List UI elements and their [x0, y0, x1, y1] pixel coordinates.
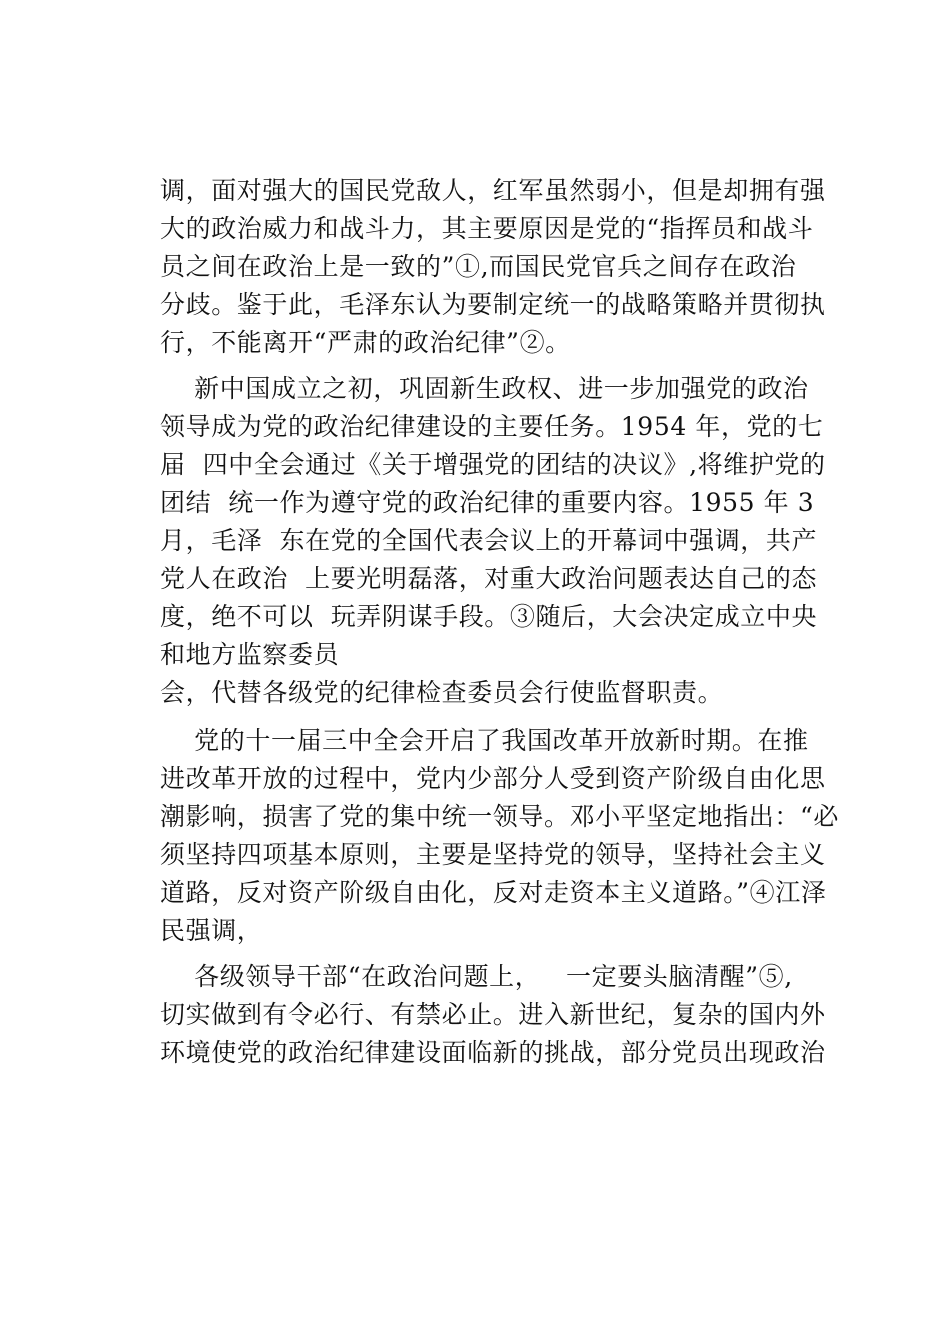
text-line: 分歧。鉴于此，毛泽东认为要制定统一的战略策略并贯彻执 [160, 290, 826, 319]
text-line: 员之间在政治上是一致的”①,而国民党官兵之间存在政治 [160, 252, 797, 281]
text-line: 新中国成立之初，巩固新生政权、进一步加强党的政治 [160, 374, 809, 403]
text-line: 党人在政治 上要光明磊落，对重大政治问题表达自己的态 [160, 564, 818, 593]
text-line: 调，面对强大的国民党敌人，红军虽然弱小，但是却拥有强 [160, 176, 826, 205]
text-line: 民强调， [160, 916, 263, 945]
text-line: 和地方监察委员 [160, 640, 340, 669]
text-line: 道路，反对资产阶级自由化，反对走资本主义道路。”④江泽 [160, 878, 827, 907]
text-line: 行，不能离开“严肃的政治纪律”②。 [160, 328, 571, 357]
text-line: 进改革开放的过程中，党内少部分人受到资产阶级自由化思 [160, 764, 826, 793]
text-line: 各级领导干部“在政治问题上， 一定要头脑清醒”⑤, [160, 962, 793, 991]
text-line: 党的十一届三中全会开启了我国改革开放新时期。在推 [160, 726, 809, 755]
text-line: 潮影响，损害了党的集中统一领导。邓小平坚定地指出：“必 [160, 802, 839, 831]
text-line: 团结 统一作为遵守党的政治纪律的重要内容。1955 年 3 [160, 488, 815, 517]
text-line: 届 四中全会通过《关于增强党的团结的决议》,将维护党的 [160, 450, 826, 479]
text-line: 切实做到有令必行、有禁必止。进入新世纪，复杂的国内外 [160, 1000, 826, 1029]
text-line: 大的政治威力和战斗力，其主要原因是党的“指挥员和战斗 [160, 214, 814, 243]
text-line: 领导成为党的政治纪律建设的主要任务。1954 年，党的七 [160, 412, 824, 441]
text-line: 会，代替各级党的纪律检查委员会行使监督职责。 [160, 678, 724, 707]
text-line: 环境使党的政治纪律建设面临新的挑战，部分党员出现政治 [160, 1038, 826, 1067]
text-line: 度，绝不可以 玩弄阴谋手段。③随后，大会决定成立中央 [160, 602, 818, 631]
text-line: 月，毛泽 东在党的全国代表会议上的开幕词中强调，共产 [160, 526, 818, 555]
text-line: 须坚持四项基本原则，主要是坚持党的领导，坚持社会主义 [160, 840, 826, 869]
